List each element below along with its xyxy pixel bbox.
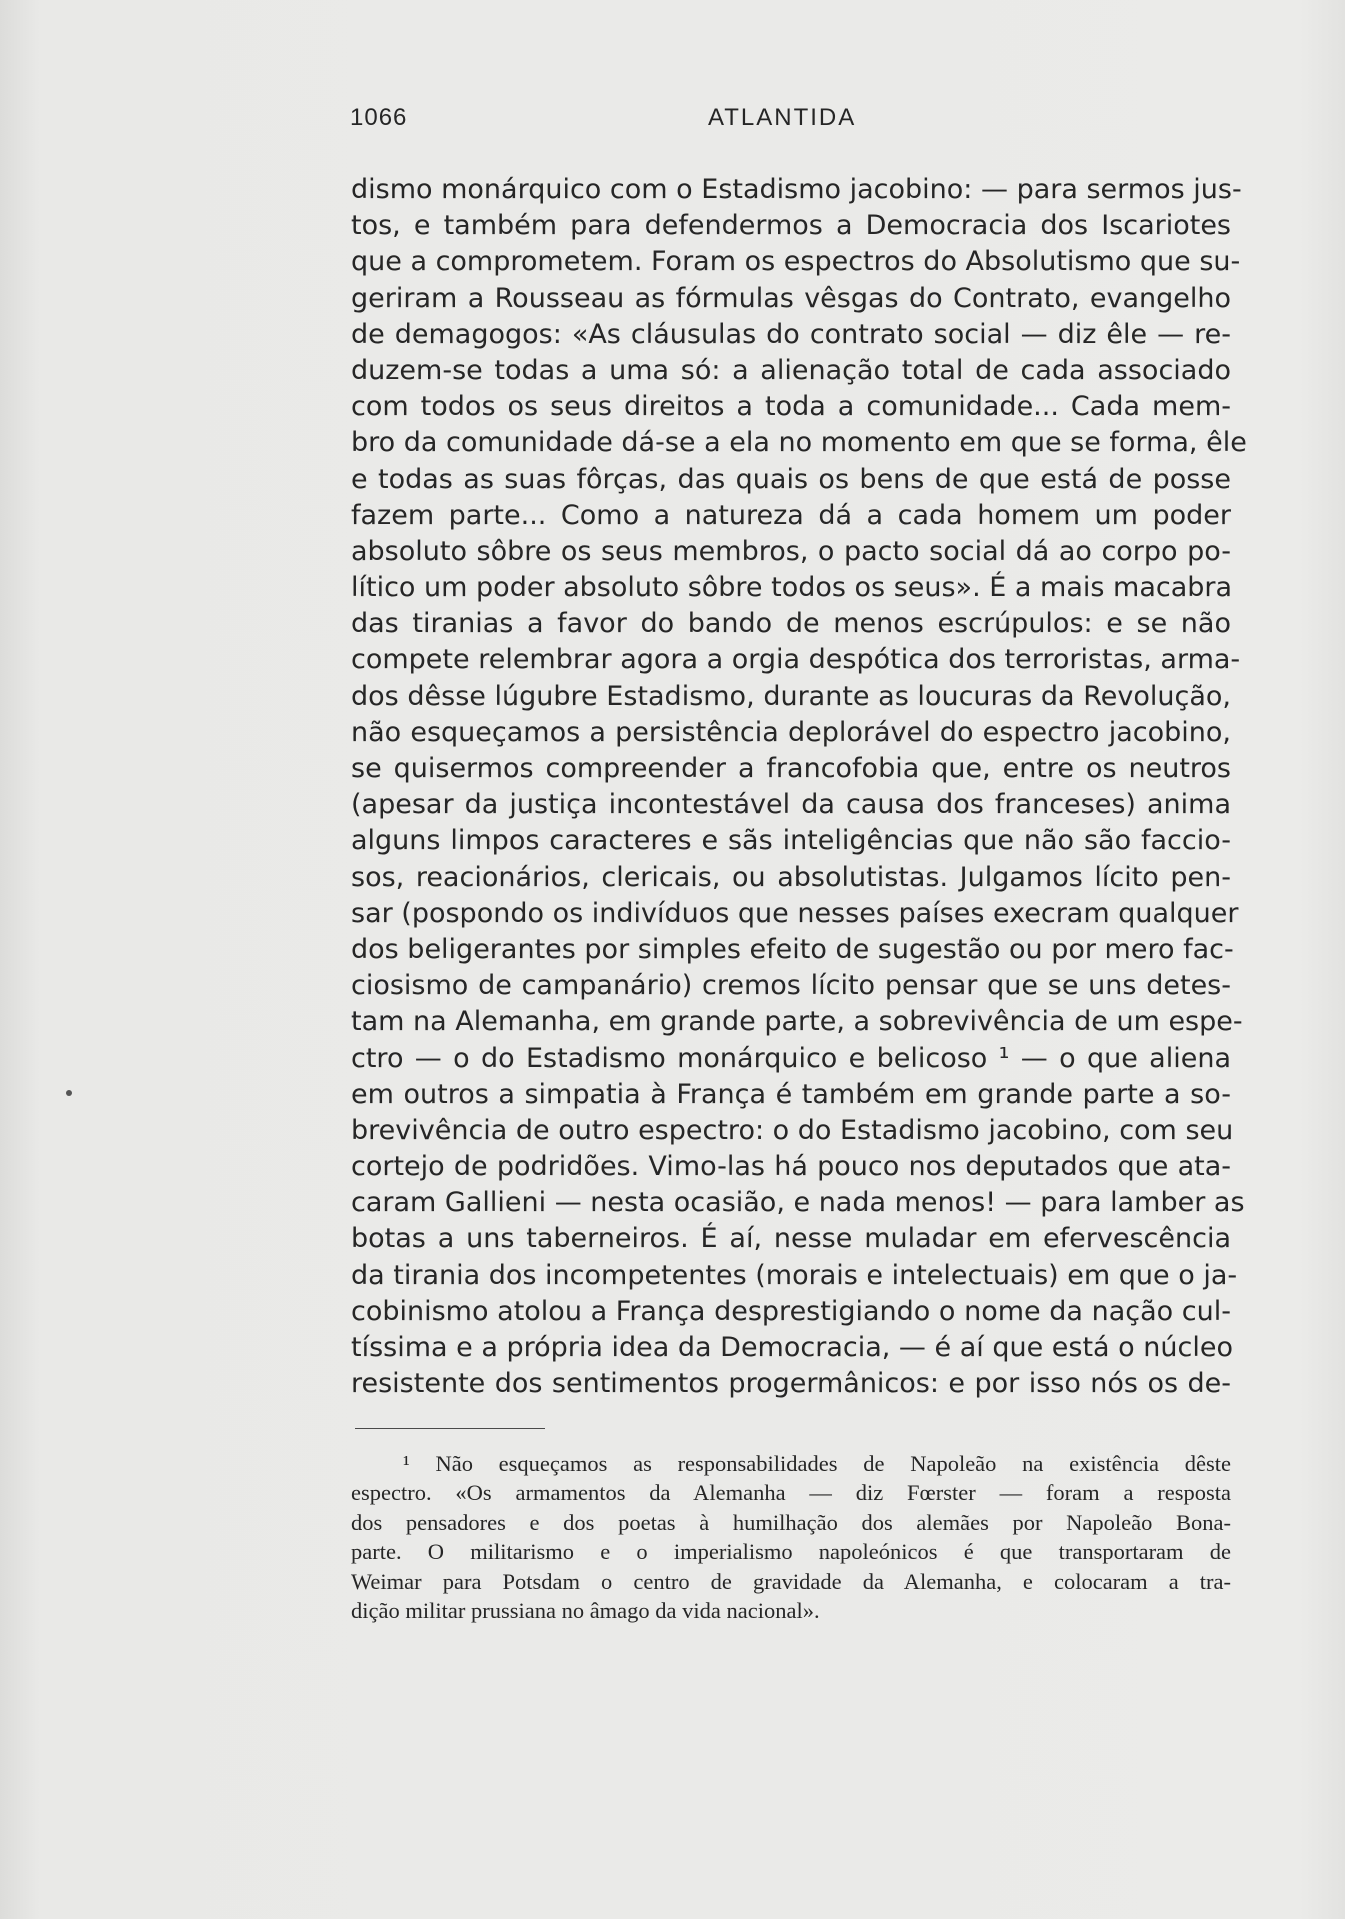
footnote-line: Weimar para Potsdam o centro de gravidade da Alemanha, e colocaram a tra-	[351, 1568, 1231, 1594]
body-line: e todas as suas fôrças, das quais os bens de que está de posse	[351, 463, 1231, 495]
body-line: cortejo de podridões. Vimo-las há pouco nos deputados que ata-	[351, 1151, 1231, 1183]
body-line: resistente dos sentimentos progermânicos: e por isso nós os de-	[351, 1368, 1231, 1400]
footnote	[351, 1449, 1231, 1625]
body-line: (apesar da justiça incontestável da causa dos franceses) anima	[351, 789, 1231, 821]
body-line: lítico um poder absoluto sôbre todos os seus». É a mais macabra	[351, 572, 1233, 604]
body-line: da tirania dos incompetentes (morais e intelectuais) em que o ja-	[351, 1259, 1238, 1291]
body-line: tos, e também para defendermos a Democracia dos Iscariotes	[351, 210, 1231, 242]
footnote-divider	[355, 1428, 545, 1429]
footnote-line: espectro. «Os armamentos da Alemanha — diz Fœrster — foram a resposta	[351, 1480, 1231, 1506]
body-line: compete relembrar agora a orgia despótica dos terroristas, arma-	[351, 644, 1241, 676]
body-line: ciosismo de campanário) cremos lícito pensar que se uns detes-	[351, 970, 1231, 1002]
footnote-line: dição militar prussiana no âmago da vida nacional».	[351, 1597, 820, 1623]
body-line: tam na Alemanha, em grande parte, a sobrevivência de um espe-	[351, 1006, 1243, 1038]
running-title: ATLANTIDA	[708, 104, 857, 131]
body-line: botas a uns taberneiros. É aí, nesse muladar em efervescência	[351, 1223, 1231, 1255]
body-line: que a comprometem. Foram os espectros do Absolutismo que su-	[351, 246, 1241, 278]
body-line: sos, reacionários, clericais, ou absolutistas. Julgamos lícito pen-	[351, 861, 1231, 893]
body-line: geriram a Rousseau as fórmulas vêsgas do Contrato, evangelho	[351, 282, 1231, 314]
footnote-line: ¹ Não esqueçamos as responsabilidades de Napoleão na existência dêste	[403, 1451, 1231, 1476]
body-line: dos dêsse lúgubre Estadismo, durante as loucuras da Revolução,	[351, 680, 1231, 712]
page-header	[350, 104, 870, 134]
body-line: ctro — o do Estadismo monárquico e belicoso ¹ — o que aliena	[351, 1042, 1231, 1074]
body-line: caram Gallieni — nesta ocasião, e nada menos! — para lamber as	[351, 1187, 1245, 1219]
body-line: cobinismo atolou a França desprestigiando o nome da nação cul-	[351, 1295, 1231, 1327]
footnote-line: parte. O militarismo e o imperialismo napoleónicos é que transportaram de	[351, 1539, 1231, 1565]
page-number: 1066	[350, 104, 408, 131]
body-line: alguns limpos caracteres e sãs inteligências que não são faccio-	[351, 825, 1231, 857]
body-line: não esqueçamos a persistência deplorável do espectro jacobino,	[351, 716, 1231, 748]
body-line: tíssima e a própria idea da Democracia, — é aí que está o núcleo	[351, 1332, 1233, 1363]
body-line: com todos os seus direitos a toda a comunidade... Cada mem-	[351, 391, 1231, 423]
body-line: sar (pospondo os indivíduos que nesses países execram qualquer	[351, 897, 1239, 929]
body-line: se quisermos compreender a francofobia que, entre os neutros	[351, 753, 1231, 784]
body-line: fazem parte... Como a natureza dá a cada homem um poder	[351, 499, 1231, 531]
body-line: absoluto sôbre os seus membros, o pacto social dá ao corpo po-	[351, 535, 1231, 567]
body-line: brevivência de outro espectro: o do Estadismo jacobino, com seu	[351, 1114, 1234, 1146]
body-line: em outros a simpatia à França é também em grande parte a so-	[351, 1078, 1231, 1110]
body-text	[351, 172, 1247, 1402]
body-line: das tiranias a favor do bando de menos escrúpulos: e se não	[351, 608, 1231, 640]
body-line: de demagogos: «As cláusulas do contrato social — diz êle — re-	[351, 318, 1231, 350]
body-line: dos beligerantes por simples efeito de sugestão ou por mero fac-	[351, 933, 1234, 965]
footnote-line: dos pensadores e dos poetas à humilhação dos alemães por Napoleão Bona-	[351, 1509, 1231, 1535]
scan-speck	[66, 1090, 72, 1096]
body-line: dismo monárquico com o Estadismo jacobino: — para sermos jus-	[351, 174, 1242, 205]
body-line: duzem-se todas a uma só: a alienação total de cada associado	[351, 354, 1231, 386]
body-line: bro da comunidade dá-se a ela no momento em que se forma, êle	[351, 427, 1247, 459]
